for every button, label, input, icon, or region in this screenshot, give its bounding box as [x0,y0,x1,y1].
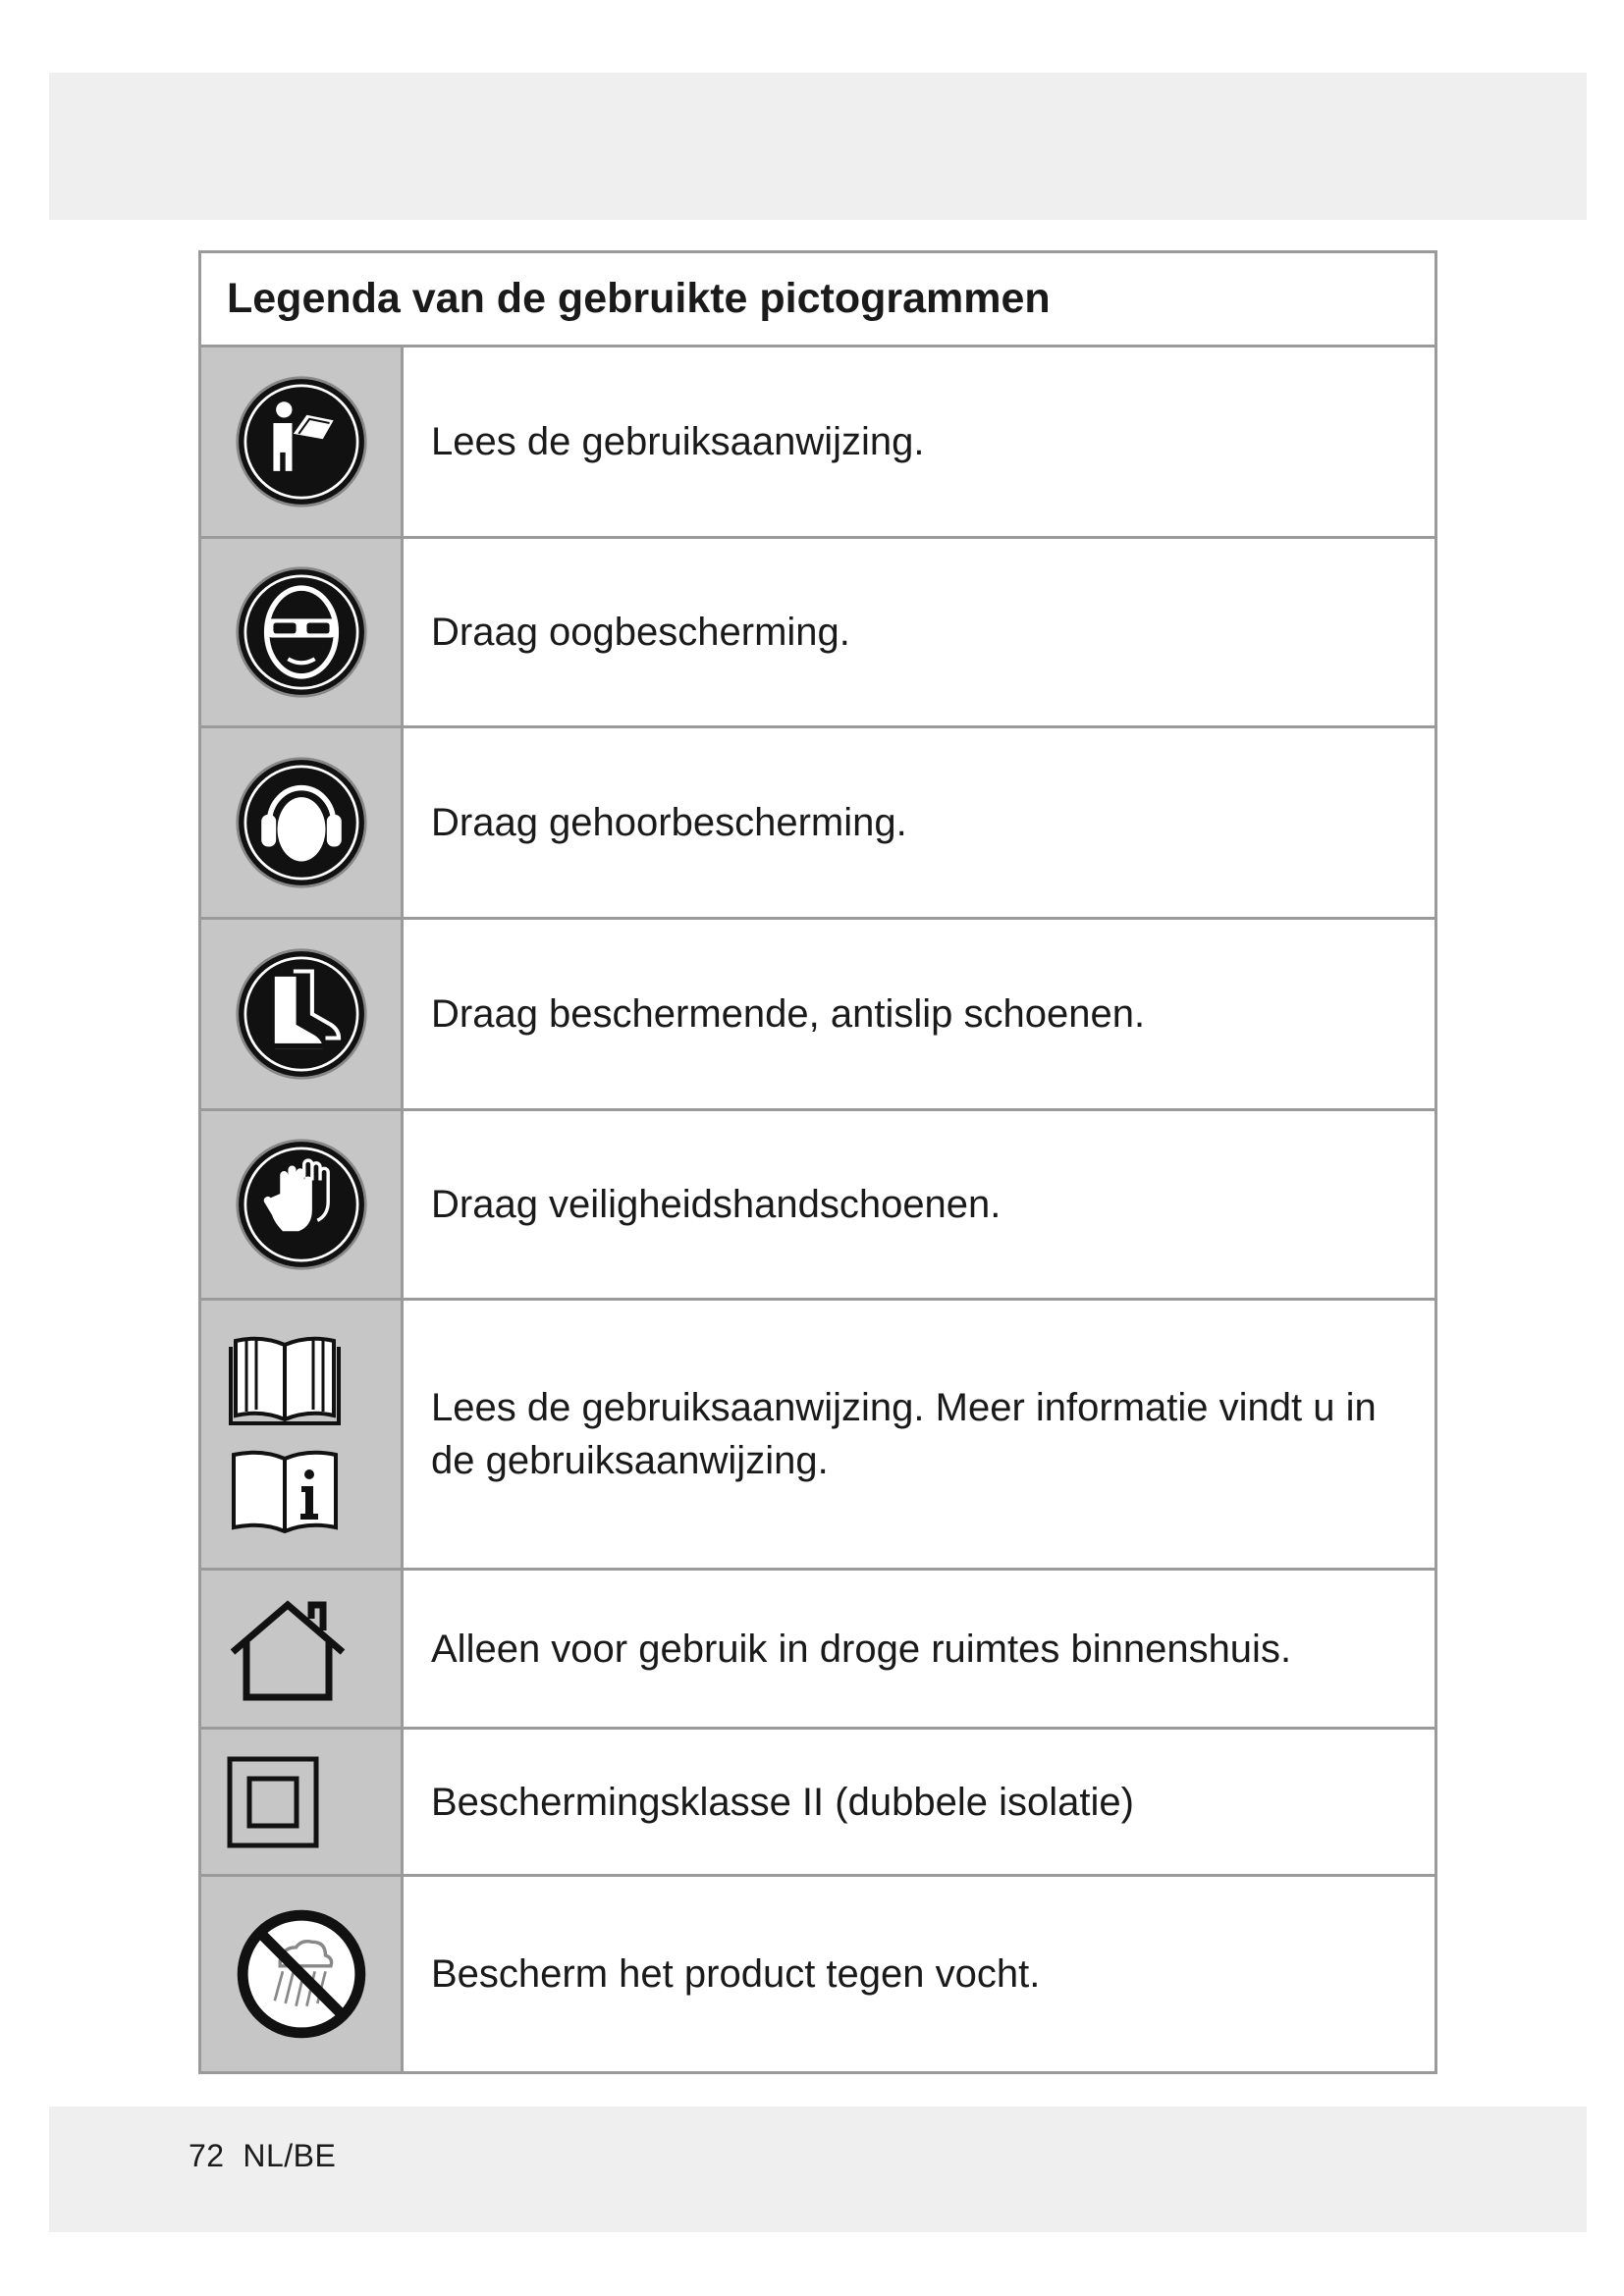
legend-row [201,1571,1435,1730]
safety-boots-icon [235,947,368,1081]
legend-row [201,1111,1435,1301]
header-band [49,73,1587,220]
legend-row [201,347,1435,539]
ear-protection-icon [235,756,368,889]
legend-text: Draag gehoorbescherming. [431,801,907,844]
page-number-label: 72 NL/BE [189,2138,337,2173]
no-moisture-icon [235,1907,368,2041]
protection-class-ii-icon [227,1756,319,1848]
legend-text: Draag veiligheidshandschoenen. [431,1183,1001,1226]
legend-icon-cell [201,1301,404,1568]
legend-icon-cell [201,1877,404,2071]
legend-row [201,1301,1435,1571]
pictogram-legend-table [198,250,1437,2074]
legend-text: Beschermingsklasse II (dubbele isolatie) [431,1780,1134,1824]
legend-icon-cell [201,347,404,536]
legend-icon-cell [201,539,404,725]
house-icon [227,1597,349,1701]
legend-text: Bescherm het product tegen vocht. [431,1952,1041,1996]
read-manual-icon [235,375,368,508]
legend-row [201,728,1435,920]
legend-icon-cell [201,920,404,1108]
legend-text: Lees de gebruiksaanwijzing. [431,420,925,463]
safety-gloves-icon [235,1138,368,1271]
legend-row [201,1730,1435,1877]
legend-title: Legenda van de gebruikte pictogrammen [201,253,1435,347]
legend-icon-cell [201,1730,404,1874]
legend-row [201,539,1435,728]
manual-book-info-icon [227,1447,343,1537]
legend-text: Draag beschermende, antislip schoenen. [431,992,1146,1036]
legend-icon-cell [201,1571,404,1727]
eye-protection-icon [235,565,368,699]
legend-text: Alleen voor gebruik in droge ruimtes binnenshuis. [431,1627,1292,1671]
legend-text: Draag oogbescherming. [431,611,850,654]
legend-text: Lees de gebruiksaanwijzing. Meer informatie vindt u in de gebruiksaanwijzing. [431,1386,1377,1482]
legend-row [201,1877,1435,2071]
open-book-icon [227,1331,343,1429]
legend-row [201,920,1435,1111]
legend-icon-cell [201,728,404,917]
legend-icon-cell [201,1111,404,1298]
